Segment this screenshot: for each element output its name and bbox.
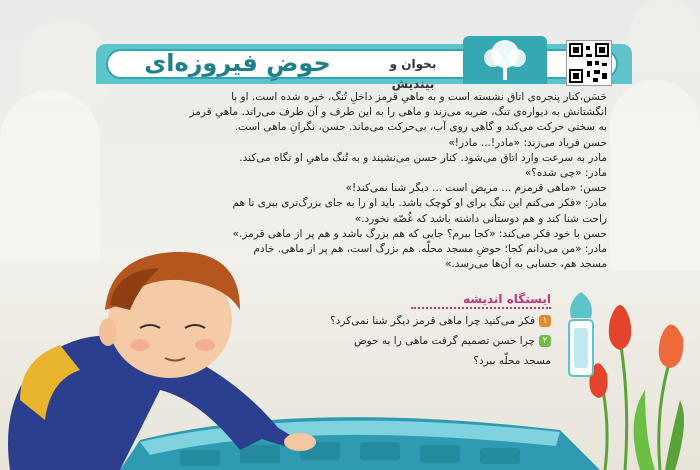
qr-code-icon[interactable]: [566, 40, 612, 86]
station-title-underline: [411, 307, 551, 309]
story-line: مادر: «فکر می‌کنم این تنگ برای او کوچک باشد. باید او را به جای بزرگ‌تری ببری تا هم: [232, 197, 607, 210]
story-line: حسن: «ماهی قرمزم ... مریض است ... دیگر شنا نمی‌کند!»: [345, 182, 607, 195]
story-line: راحت شنا کند و هم دوستانی داشته باشد که غُصّه نخورد.»: [354, 212, 607, 225]
story-line: مسجد هم، حسابی به آن‌ها می‌رسد.»: [444, 258, 607, 271]
question-number: ۱: [539, 315, 551, 327]
question-text: فکر می‌کنید چرا ماهی قرمز دیگر شنا نمی‌کرد؟: [330, 315, 535, 327]
background-dome: [630, 0, 700, 70]
background-arch: [0, 90, 100, 260]
story-line: حَسَن،کنار پنجره‌ی اتاق نشسته است و به ماهیِ قرمز داخلِ تُنگ، خیره شده است. او با: [231, 91, 607, 103]
lesson-title: حوضِ فیروزه‌ای: [144, 49, 331, 77]
story-line: مادر به سرعت وارد اتاق می‌شود. کنار حسن می‌نشیند و به تُنگ ماهیِ او نگاه می‌کند.: [239, 151, 607, 164]
story-line: مادر: «چی شده؟»: [524, 167, 607, 180]
vase-icon: [559, 288, 603, 380]
question-item: [354, 334, 551, 348]
lesson-subtitle: بخوان و بیندیش: [389, 57, 437, 91]
question-text: چرا حسن تصمیم گرفت ماهی را به حوض: [353, 335, 535, 347]
background-arch: [610, 80, 700, 270]
story-line: مادر: «من می‌دانم کجا؛ حوضِ مسجد محلّه. هم بزرگ است، هم پر از ماهی. خادم: [253, 243, 607, 256]
question-item: [330, 314, 551, 328]
story-line: انگشتانش به دیواره‌ی تنگ، ضربه می‌زند و ماهی را به این طرف و آن طرف می‌راند. ماهیِ قرمز: [189, 106, 607, 119]
story-line: حسن با خود فکر می‌کند: «کجا ببرم؟ جایی که هم بزرگ باشد و هم پر از ماهی قرمز.»: [232, 227, 607, 240]
question-text: مسجد محلّه ببرد؟: [473, 355, 551, 367]
thinking-station: [283, 288, 603, 380]
question-number: ۲: [539, 335, 551, 347]
question-item: [473, 354, 551, 368]
story-text: [112, 90, 607, 272]
story-line: به سختی حرکت می‌کند و گاهی روی آب، بی‌حرکت می‌ماند. حسن، نگرانِ ماهی است.: [234, 121, 607, 134]
tree-icon: [463, 36, 547, 84]
station-title: ایستگاه اندیشه: [462, 292, 551, 306]
story-line: حسن فریاد می‌زند: «مادر!... مادر!»: [448, 136, 607, 149]
